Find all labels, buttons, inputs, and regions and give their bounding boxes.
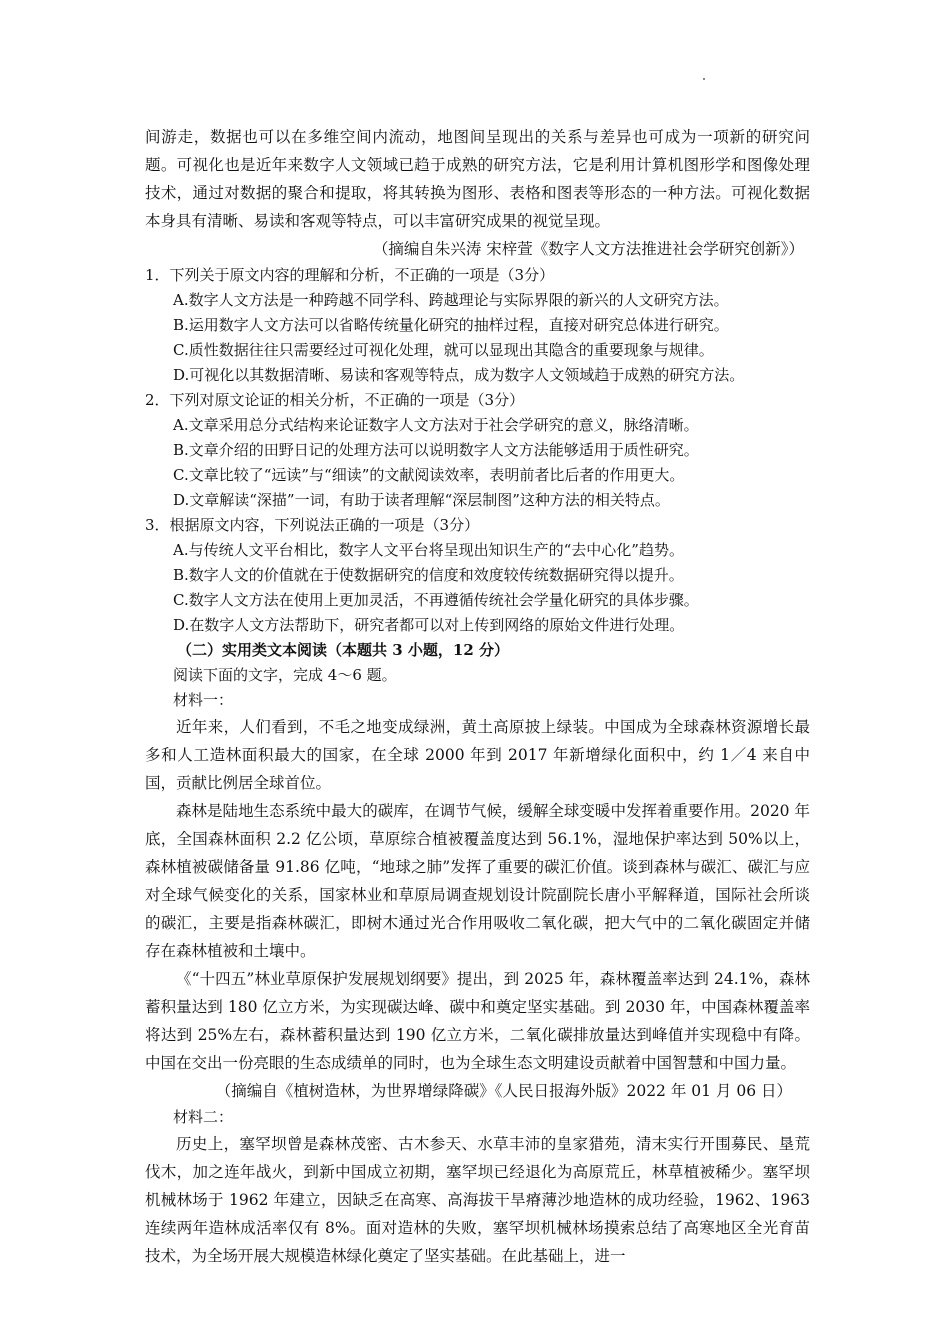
option-d: D.文章解读“深描”一词，有助于读者理解“深层制图”这种方法的相关特点。: [173, 491, 670, 509]
option-d: D.在数字人文方法帮助下，研究者都可以对上传到网络的原始文件进行处理。: [173, 616, 685, 634]
instruction: 阅读下面的文字，完成 4～6 题。: [173, 666, 397, 684]
document-body: [145, 123, 810, 1270]
option-b: B.文章介绍的田野日记的处理方法可以说明数字人文方法能够适用于质性研究。: [173, 441, 699, 459]
scan-speck: [703, 78, 705, 80]
material-1-paragraph: 森林是陆地生态系统中最大的碳库，在调节气候，缓解全球变暖中发挥着重要作用。2020 年底，全国森林面积 2.2 亿公顷，草原综合植被覆盖度达到 56.1%，湿地保护率达到 50%以上，森林植被碳储备量 91.86 亿吨，“地球之肺”发挥了重要的碳汇价值。谈到森林与碳汇、碳汇与应对全球气候变化的关系，国家林业和草原局调查规划设计院副院长唐小平解释道，国际社会所谈的碳汇，主要是指森林碳汇，即树木通过光合作用吸收二氧化碳，把大气中的二氧化碳固定并储存在森林植被和土壤中。: [145, 802, 810, 960]
option-c: C.文章比较了“远读”与“细读”的文献阅读效率，表明前者比后者的作用更大。: [173, 466, 685, 484]
question-stem: 1．下列关于原文内容的理解和分析，不正确的一项是（3分）: [145, 266, 555, 284]
option-a: A.数字人文方法是一种跨越不同学科、跨越理论与实际界限的新兴的人文研究方法。: [173, 291, 729, 309]
option-b: B.数字人文的价值就在于使数据研究的信度和效度较传统数据研究得以提升。: [173, 566, 684, 584]
section-title: （二）实用类文本阅读（本题共 3 小题，12 分）: [177, 641, 509, 659]
material-2-label: 材料二：: [173, 1108, 234, 1126]
option-a: A.与传统人文平台相比，数字人文平台将呈现出知识生产的“去中心化”趋势。: [173, 541, 684, 559]
question-stem: 2．下列对原文论证的相关分析，不正确的一项是（3分）: [145, 391, 525, 409]
material-1-paragraph: 《“十四五”林业草原保护发展规划纲要》提出，到 2025 年，森林覆盖率达到 24.1%，森林蓄积量达到 180 亿立方米，为实现碳达峰、碳中和奠定坚实基础。到 2030 年，中国森林覆盖率将达到 25%左右，森林蓄积量达到 190 亿立方米，二氧化碳排放量达到峰值并实现稳中有降。中国在交出一份亮眼的生态成绩单的同时，也为全球生态文明建设贡献着中国智慧和中国力量。: [145, 970, 810, 1072]
material-1-label: 材料一：: [173, 691, 234, 709]
option-c: C.数字人文方法在使用上更加灵活，不再遵循传统社会学量化研究的具体步骤。: [173, 591, 699, 609]
material-1-paragraph: 近年来，人们看到，不毛之地变成绿洲，黄土高原披上绿装。中国成为全球森林资源增长最多和人工造林面积最大的国家，在全球 2000 年到 2017 年新增绿化面积中，约 1／4 来自中国，贡献比例居全球首位。: [145, 718, 810, 792]
question-3: [145, 513, 810, 638]
question-1: [145, 263, 810, 388]
question-2: [145, 388, 810, 513]
intro-paragraph: 间游走，数据也可以在多维空间内流动，地图间呈现出的关系与差异也可成为一项新的研究问题。可视化也是近年来数字人文领域已趋于成熟的研究方法，它是利用计算机图形学和图像处理技术，通过对数据的聚合和提取，将其转换为图形、表格和图表等形态的一种方法。可视化数据本身具有清晰、易读和客观等特点，可以丰富研究成果的视觉呈现。: [145, 128, 810, 230]
option-b: B.运用数字人文方法可以省略传统量化研究的抽样过程，直接对研究总体进行研究。: [173, 316, 729, 334]
option-a: A.文章采用总分式结构来论证数字人文方法对于社会学研究的意义，脉络清晰。: [173, 416, 699, 434]
material-2-paragraph: 历史上，塞罕坝曾是森林茂密、古木参天、水草丰沛的皇家猎苑，清末实行开围募民、垦荒伐木，加之连年战火，到新中国成立初期，塞罕坝已经退化为高原荒丘，林草植被稀少。塞罕坝机械林场于 1962 年建立，因缺乏在高寒、高海拔干旱瘠薄沙地造林的成功经验，1962、1963 连续两年造林成活率仅有 8%。面对造林的失败，塞罕坝机械林场摸索总结了高寒地区全光育苗技术，为全场开展大规模造林绿化奠定了坚实基础。在此基础上，进一: [145, 1135, 810, 1265]
option-c: C.质性数据往往只需要经过可视化处理，就可以显现出其隐含的重要现象与规律。: [173, 341, 714, 359]
question-stem: 3．根据原文内容，下列说法正确的一项是（3分）: [145, 516, 480, 534]
option-d: D.可视化以其数据清晰、易读和客观等特点，成为数字人文领域趋于成熟的研究方法。: [173, 366, 745, 384]
material-1-source: （摘编自《植树造林，为世界增绿降碳》《人民日报海外版》2022 年 01 月 06 日）: [215, 1082, 792, 1100]
source-citation: （摘编自朱兴涛 宋梓萱《数字人文方法推进社会学研究创新》）: [372, 240, 804, 258]
